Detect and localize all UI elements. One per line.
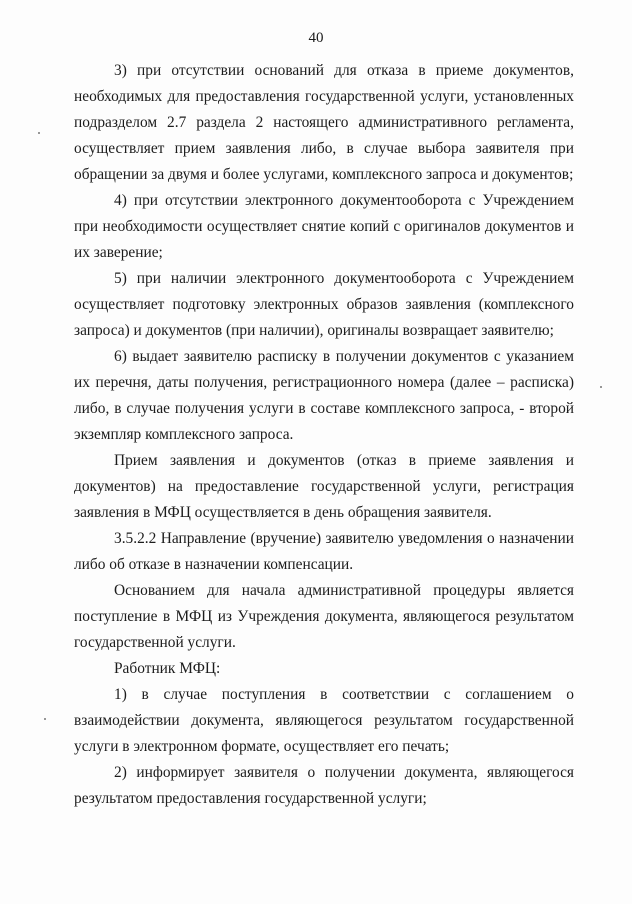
paragraph-item-3: 3) при отсутствии оснований для отказа в приеме документов, необходимых для предоставления государственной услуги, установленных подразделом 2.7 раздела 2 настоящего административного регламента, осуществляет прием заявления либо, в случае выбора заявителя при обращении за двумя и более услугами, комплексного запроса и документов; [74, 62, 574, 183]
scan-speck [600, 386, 602, 388]
paragraph-reception: Прием заявления и документов (отказ в приеме заявления и документов) на предоставление государственной услуги, регистрация заявления в МФЦ осуществляется в день обращения заявителя. [74, 452, 574, 521]
paragraph-worker-item-2: 2) информирует заявителя о получении документа, являющегося результатом предоставления государственной услуги; [74, 764, 574, 807]
paragraph-worker-label: Работник МФЦ: [114, 660, 221, 677]
page-number: 40 [308, 30, 324, 46]
paragraph-item-5: 5) при наличии электронного документооборота с Учреждением осуществляет подготовку электронных образов заявления (комплексного запроса) и документов (при наличии), оригиналы возвращает заявителю; [74, 270, 574, 339]
paragraph-basis: Основанием для начала административной процедуры является поступление в МФЦ из Учреждения документа, являющегося результатом государственной услуги. [74, 582, 574, 651]
paragraph-worker-item-1: 1) в случае поступления в соответствии с соглашением о взаимодействии документа, являющегося результатом государственной услуги в электронном формате, осуществляет его печать; [74, 686, 574, 755]
section-heading-3-5-2-2: 3.5.2.2 Направление (вручение) заявителю уведомления о назначении либо об отказе в назначении компенсации. [74, 530, 574, 573]
document-body [74, 58, 574, 812]
paragraph-item-4: 4) при отсутствии электронного документооборота с Учреждением при необходимости осуществляет снятие копий с оригиналов документов и их заверение; [74, 192, 574, 261]
scan-speck [38, 132, 40, 134]
scan-speck [44, 718, 46, 720]
paragraph-item-6: 6) выдает заявителю расписку в получении документов с указанием их перечня, даты получения, регистрационного номера (далее – расписка) либо, в случае получения услуги в составе комплексного запроса, - второй экземпляр комплексного запроса. [74, 348, 574, 443]
